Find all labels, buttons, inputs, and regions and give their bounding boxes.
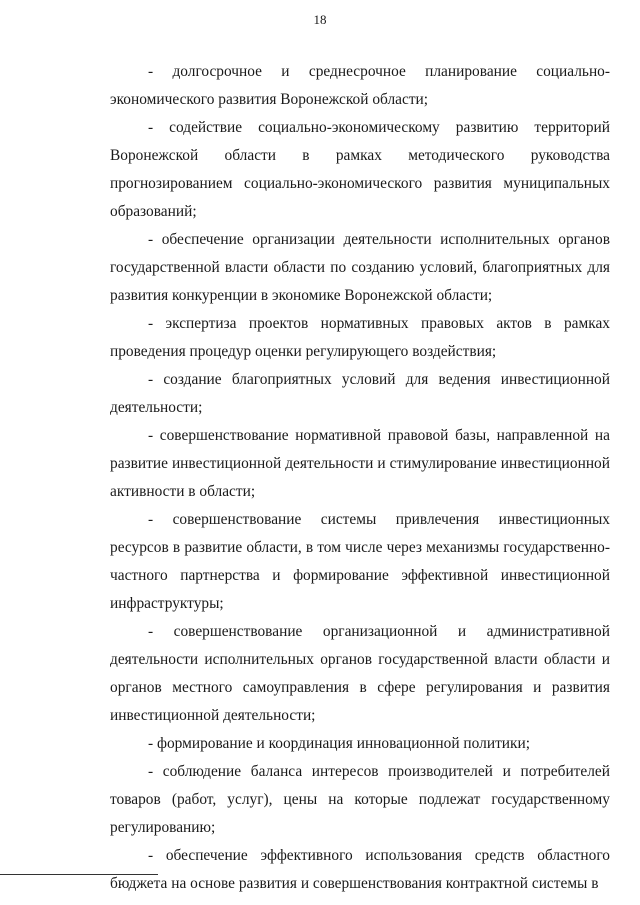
paragraph-long-term-planning: - долгосрочное и среднесрочное планирование социально-экономического развития Воронежской области; — [110, 63, 610, 108]
paragraph-administrative-activity: - совершенствование организационной и административной деятельности исполнительных органов государственной власти области и органов местного самоуправления в сфере регулирования и развития инвестиционной деятельности; — [110, 623, 610, 724]
paragraph-legal-base: - совершенствование нормативной правовой базы, направленной на развитие инвестиционной деятельности и стимулирование инвестиционной активности в области; — [110, 427, 610, 500]
paragraph-territorial-development: - содействие социально-экономическому развитию территорий Воронежской области в рамках методического руководства прогнозированием социально-экономического развития муниципальных образований; — [110, 119, 610, 220]
paragraph-investment-resources: - совершенствование системы привлечения инвестиционных ресурсов в развитие области, в том числе через механизмы государственно-частного партнерства и формирование эффективной инвестиционной инфраструктуры; — [110, 511, 610, 612]
paragraph-competition: - обеспечение организации деятельности исполнительных органов государственной власти области по созданию условий, благоприятных для развития конкуренции в экономике Воронежской области; — [110, 231, 610, 304]
page-number: 18 — [313, 12, 327, 27]
paragraph-budget-efficiency: - обеспечение эффективного использования средств областного бюджета на основе развития и совершенствования контрактной системы в — [110, 847, 610, 892]
footnote-divider — [0, 874, 158, 875]
paragraph-innovation-policy: - формирование и координация инновационной политики; — [148, 735, 531, 752]
document-body — [110, 58, 610, 898]
paragraph-price-regulation: - соблюдение баланса интересов производителей и потребителей товаров (работ, услуг), цены на которые подлежат государственному регулированию; — [110, 763, 610, 836]
paragraph-regulatory-assessment: - экспертиза проектов нормативных правовых актов в рамках проведения процедур оценки регулирующего воздействия; — [110, 315, 610, 360]
paragraph-investment-conditions: - создание благоприятных условий для ведения инвестиционной деятельности; — [110, 371, 610, 416]
